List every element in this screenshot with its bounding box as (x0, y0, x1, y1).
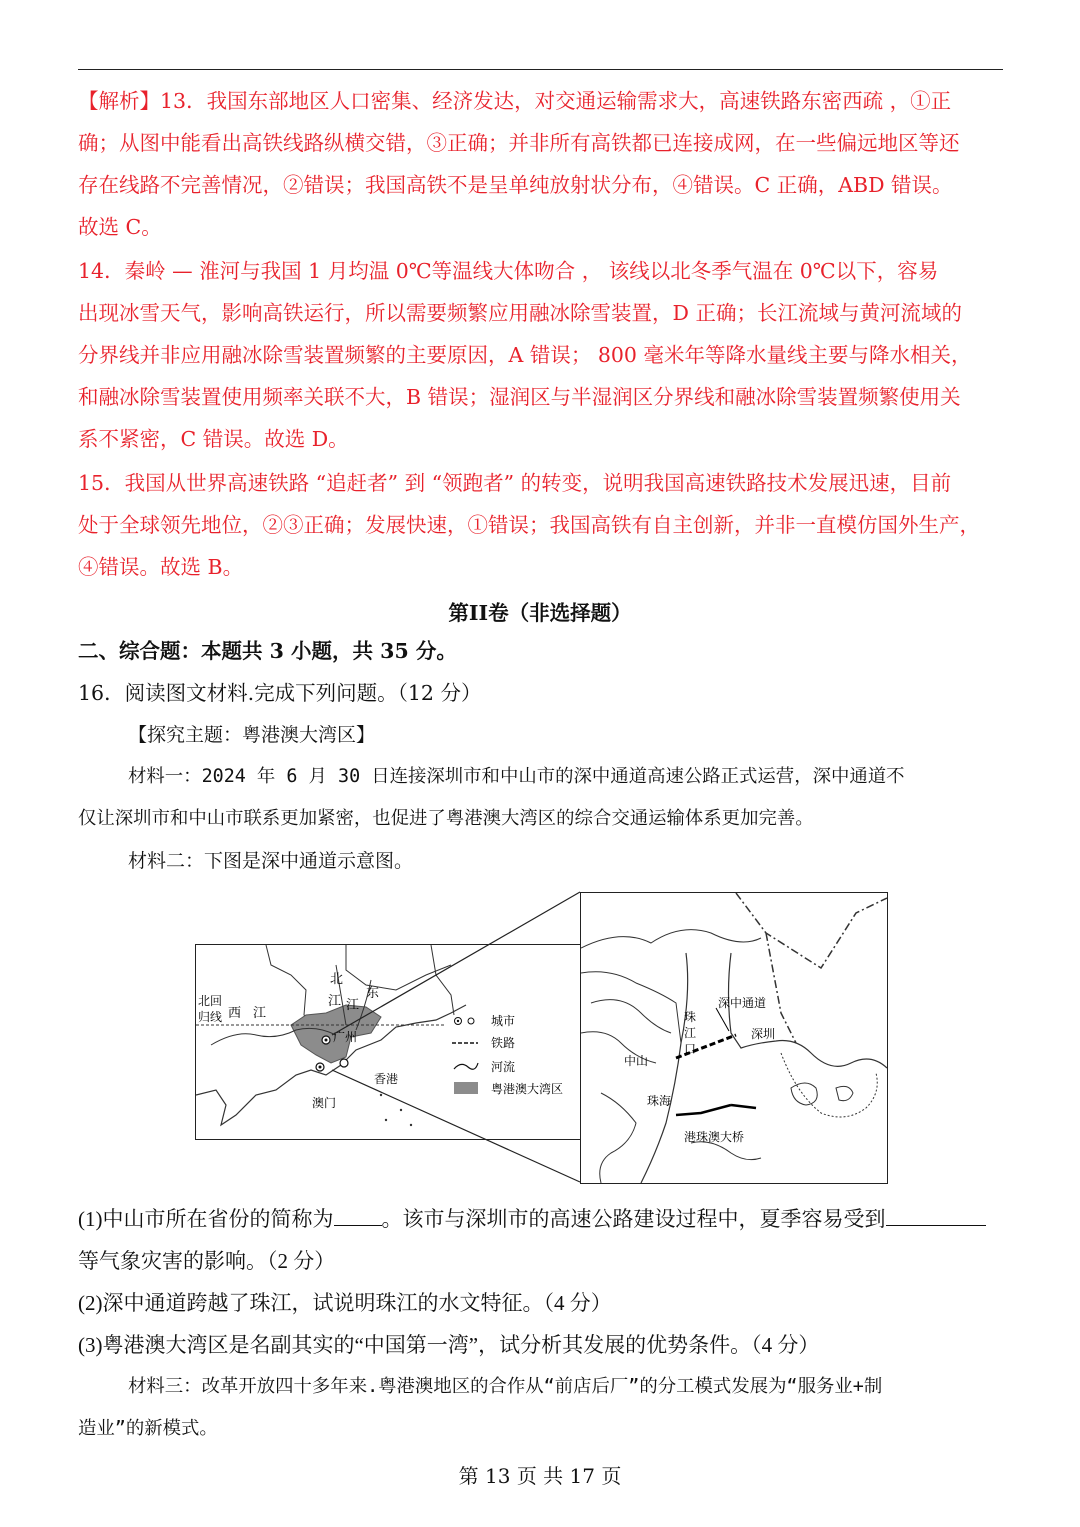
label-hongkong: 香港 (374, 1072, 399, 1086)
q14-line: 分界线并非应用融冰除雪装置频繁的主要原因，A 错误； 800 毫米年等降水量线主要与降水相关， (78, 343, 972, 367)
material3-line: 造业”的新模式。 (78, 1418, 218, 1439)
label-jiang1: 江 (253, 1006, 267, 1021)
label-zhu: 珠 (684, 1010, 697, 1024)
city-macau-dot (319, 1066, 322, 1069)
analysis-q14 (78, 250, 1003, 460)
q16-material3 (78, 1366, 1003, 1450)
label-zhongshan: 中山 (624, 1054, 649, 1068)
label-tropic-b: 归线 (198, 1010, 223, 1024)
label-guangzhou: 广州 (333, 1030, 358, 1044)
label-kou: 口 (684, 1042, 697, 1056)
q16-sub1 (78, 1198, 1003, 1282)
hzm-bridge-east (731, 1105, 756, 1108)
legend-bay-area: 粤港澳大湾区 (491, 1082, 564, 1096)
label-dong: 东 (366, 986, 380, 1001)
label-macau: 澳门 (312, 1096, 337, 1110)
label-bridge: 港珠澳大桥 (684, 1130, 745, 1144)
answer-blank-disaster[interactable] (886, 1203, 986, 1226)
q14-line: 14．秦岭 — 淮河与我国 1 月均温 0℃等温线大体吻合 ， 该线以北冬季气温在 0℃以下，容易 (78, 259, 939, 283)
q14-line: 出现冰雪天气，影响高铁运行，所以需要频繁应用融冰除雪装置，D 正确；长江流域与黄河流域的 (78, 301, 962, 325)
pearl-estuary-west-coast (641, 953, 688, 1183)
island (791, 1083, 817, 1105)
q13-line: 【解析】13．我国东部地区人口密集、经济发达，对交通运输需求大，高速铁路东密西疏 ，①正 (78, 89, 952, 113)
answer-blank-province[interactable] (334, 1203, 382, 1226)
q15-line: 处于全球领先地位，②③正确；发展快速，①错误；我国高铁有自主创新，并非一直模仿国外生产， (78, 513, 980, 537)
label-jiang: 江 (684, 1026, 697, 1040)
detail-map-svg (581, 893, 887, 1183)
sub1-part-c: 等气象灾害的影响。（2 分） (78, 1249, 336, 1273)
detail-map (580, 892, 888, 1184)
coastline (691, 1142, 761, 1160)
label-shenzhong: 深中通道 (718, 996, 767, 1010)
connector-line (332, 1070, 580, 1182)
coastline (600, 1093, 636, 1183)
railway-line (736, 893, 887, 968)
q13-line: 故选 C。 (78, 215, 162, 239)
top-rule (78, 69, 1003, 70)
section-heading: 二、综合题：本题共 3 小题，共 35 分。 (78, 639, 457, 663)
q16-sub2: (2)深中通道跨越了珠江，试说明珠江的水文特征。（4 分） (78, 1291, 612, 1315)
material3-line: 材料三：改革开放四十多年来.粤港澳地区的合作从“前店后厂”的分工模式发展为“服务业+制 (128, 1376, 883, 1397)
legend-railway: 铁路 (491, 1036, 516, 1050)
analysis-q15 (78, 462, 1003, 588)
river (581, 930, 761, 948)
connector-line (332, 892, 580, 1035)
label-jiang3: 江 (346, 998, 360, 1013)
pearl-estuary-east-coast (729, 953, 888, 1068)
label-bei: 北 (330, 972, 344, 987)
legend-city: 城市 (491, 1014, 516, 1028)
q15-line: ④错误。故选 B。 (78, 555, 244, 579)
sub1-line (78, 1198, 1003, 1240)
q16-intro: 16．阅读图文材料.完成下列问题。（12 分） (78, 681, 482, 705)
boundary-line (266, 945, 321, 1025)
zoom-connector (330, 890, 590, 1190)
label-tropic-a: 北回 (198, 994, 223, 1008)
material1-line: 材料一：2024 年 6 月 30 日连接深圳市和中山市的深中通道高速公路正式运营，深中通道不 (128, 766, 905, 787)
hzm-bridge (676, 1105, 731, 1115)
section-title: 第II卷（非选择题） (448, 601, 632, 625)
island (836, 1086, 853, 1100)
label-xi: 西 (228, 1006, 242, 1021)
q16-material1 (78, 756, 1003, 840)
q16-sub3: (3)粤港澳大湾区是名副其实的“中国第一湾”，试分析其发展的优势条件。（4 分） (78, 1333, 820, 1357)
label-shenzhen: 深圳 (751, 1027, 776, 1041)
legend-river: 河流 (491, 1060, 516, 1074)
q15-line: 15．我国从世界高速铁路 “追赶者” 到 “领跑者” 的转变，说明我国高速铁路技术发展迅速，目前 (78, 471, 952, 495)
sub1-part-b: 。该市与深圳市的高速公路建设过程中，夏季容易受到 (381, 1207, 886, 1231)
q16-material2: 材料二：下图是深中通道示意图。 (128, 850, 414, 872)
label-jiang2: 江 (328, 994, 342, 1009)
analysis-q13 (78, 80, 1003, 248)
page-footer: 第 13 页 共 17 页 (458, 1464, 622, 1488)
label-zhuhai: 珠海 (647, 1094, 672, 1108)
q14-line: 和融冰除雪装置使用频率关联不大，B 错误；湿润区与半湿润区分界线和融冰除雪装置频繁使用关 (78, 385, 961, 409)
q13-line: 确；从图中能看出高铁线路纵横交错，③正确；并非所有高铁都已连接成网，在一些偏远地区等还 (78, 131, 960, 155)
q13-line: 存在线路不完善情况，②错误；我国高铁不是呈单纯放射状分布，④错误。C 正确，ABD 错误。 (78, 173, 953, 197)
sub1-part-a: (1)中山市所在省份的简称为 (78, 1207, 334, 1231)
q14-line: 系不紧密，C 错误。故选 D。 (78, 427, 349, 451)
q16-theme: 【探究主题：粤港澳大湾区】 (128, 724, 376, 746)
city-guangzhou-dot (325, 1039, 328, 1042)
river (591, 1000, 671, 1033)
shenzhong-leader (716, 1008, 729, 1031)
material1-line: 仅让深圳市和中山市联系更加紧密，也促进了粤港澳大湾区的综合交通运输体系更加完善。 (78, 808, 814, 829)
